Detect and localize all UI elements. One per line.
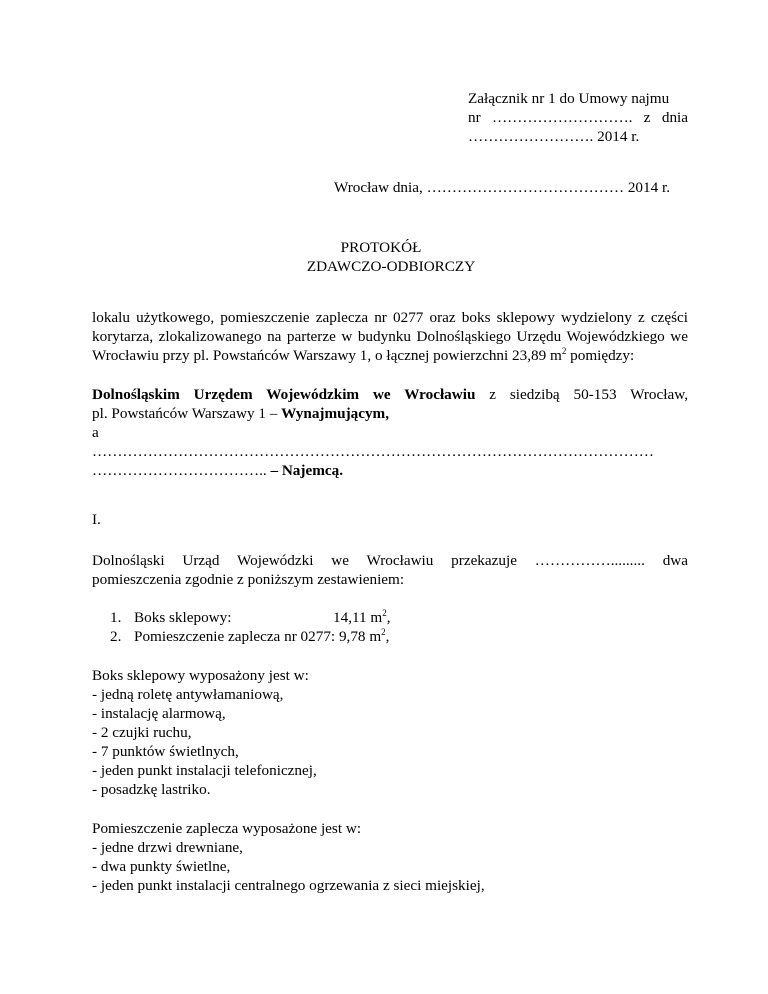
intro-paragraph — [92, 308, 688, 365]
room-label: Pomieszczenie zaplecza nr 0277: — [134, 628, 339, 645]
conjunction: a — [92, 424, 99, 441]
place-and-date: Wrocław dnia, ………………………………… 2014 r. — [334, 179, 671, 196]
annex-line-2 — [468, 108, 688, 127]
shop-box-equipment — [92, 666, 688, 799]
tenant-dots-line: ………………………………………………………………………………………………… — [92, 443, 654, 460]
section-text-line-1: Dolnośląski Urząd Wojewódzki we Wrocławiu przekazuje ……………......... dwa — [92, 552, 688, 569]
list-item: - instalację alarmową, — [92, 705, 226, 722]
section-paragraph — [92, 551, 688, 589]
landlord-seat: z siedzibą 50-153 Wrocław, — [475, 386, 689, 403]
parties-block — [92, 385, 688, 480]
intro-text: lokalu użytkowego, pomieszczenie zaplecza nr 0277 oraz boks sklepowy wydzielony z części korytarza, zlokalizowanego na parterze w budynku Dolnośląskiego Urzędu Wojewódzkiego we Wrocławiu przy pl. Powstańców Warszawy 1, o łącznej powierzchni 23,89 m — [92, 309, 688, 364]
shop-box-heading: Boks sklepowy wyposażony jest w: — [92, 667, 309, 684]
room-item — [110, 627, 391, 646]
room-label: Boks sklepowy: — [134, 609, 232, 626]
intro-superscript: 2 — [561, 345, 567, 356]
intro-tail: pomiędzy: — [566, 347, 635, 364]
room-area-superscript: 2 — [382, 607, 387, 618]
annex-number-dots: nr ………………………. — [468, 109, 633, 126]
landlord-line-1 — [92, 385, 688, 404]
back-room-equipment — [92, 819, 688, 895]
list-item: - 2 czujki ruchu, — [92, 724, 192, 741]
tenant-role: – Najemcą. — [270, 462, 343, 479]
rooms-list — [110, 608, 391, 646]
list-item: - jedne drzwi drewniane, — [92, 839, 243, 856]
landlord-address: pl. Powstańców Warszawy 1 – — [92, 405, 282, 422]
list-item: - posadzkę lastriko. — [92, 781, 211, 798]
list-item: - jeden punkt instalacji telefonicznej, — [92, 762, 317, 779]
list-item: - 7 punktów świetlnych, — [92, 743, 239, 760]
list-item: - dwa punkty świetlne, — [92, 858, 231, 875]
list-item: - jeden punkt instalacji centralnego ogrzewania z sieci miejskiej, — [92, 877, 485, 894]
room-number: 1. — [110, 609, 122, 626]
landlord-role: Wynajmującym, — [281, 405, 390, 422]
landlord-line-2 — [92, 404, 688, 423]
section-text-line-2: pomieszczenia zgodnie z poniższym zestawieniem: — [92, 571, 405, 588]
section-number: I. — [92, 511, 101, 528]
room-number: 2. — [110, 628, 122, 645]
tenant-line — [92, 461, 688, 480]
list-item: - jedną roletę antywłamaniową, — [92, 686, 284, 703]
room-item — [110, 608, 391, 627]
annex-line-1: Załącznik nr 1 do Umowy najmu — [468, 90, 670, 107]
title-line-2: ZDAWCZO-ODBIORCZY — [306, 258, 476, 275]
room-area-superscript: 2 — [381, 626, 386, 637]
room-tail: , — [386, 609, 391, 626]
room-area: 14,11 m — [333, 609, 383, 626]
document-title — [0, 238, 768, 276]
landlord-name: Dolnośląskim Urzędem Wojewódzkim we Wrocławiu — [92, 386, 476, 403]
annex-reference — [468, 89, 688, 146]
room-tail: , — [385, 628, 390, 645]
room-area: 9,78 m — [338, 628, 382, 645]
annex-line-3: ……………………. 2014 r. — [468, 128, 640, 145]
back-room-heading: Pomieszczenie zaplecza wyposażone jest w: — [92, 820, 362, 837]
title-line-1: PROTOKÓŁ — [340, 239, 422, 256]
tenant-dots: …………………………….. — [92, 462, 271, 479]
annex-date-label: z dnia — [643, 109, 689, 126]
